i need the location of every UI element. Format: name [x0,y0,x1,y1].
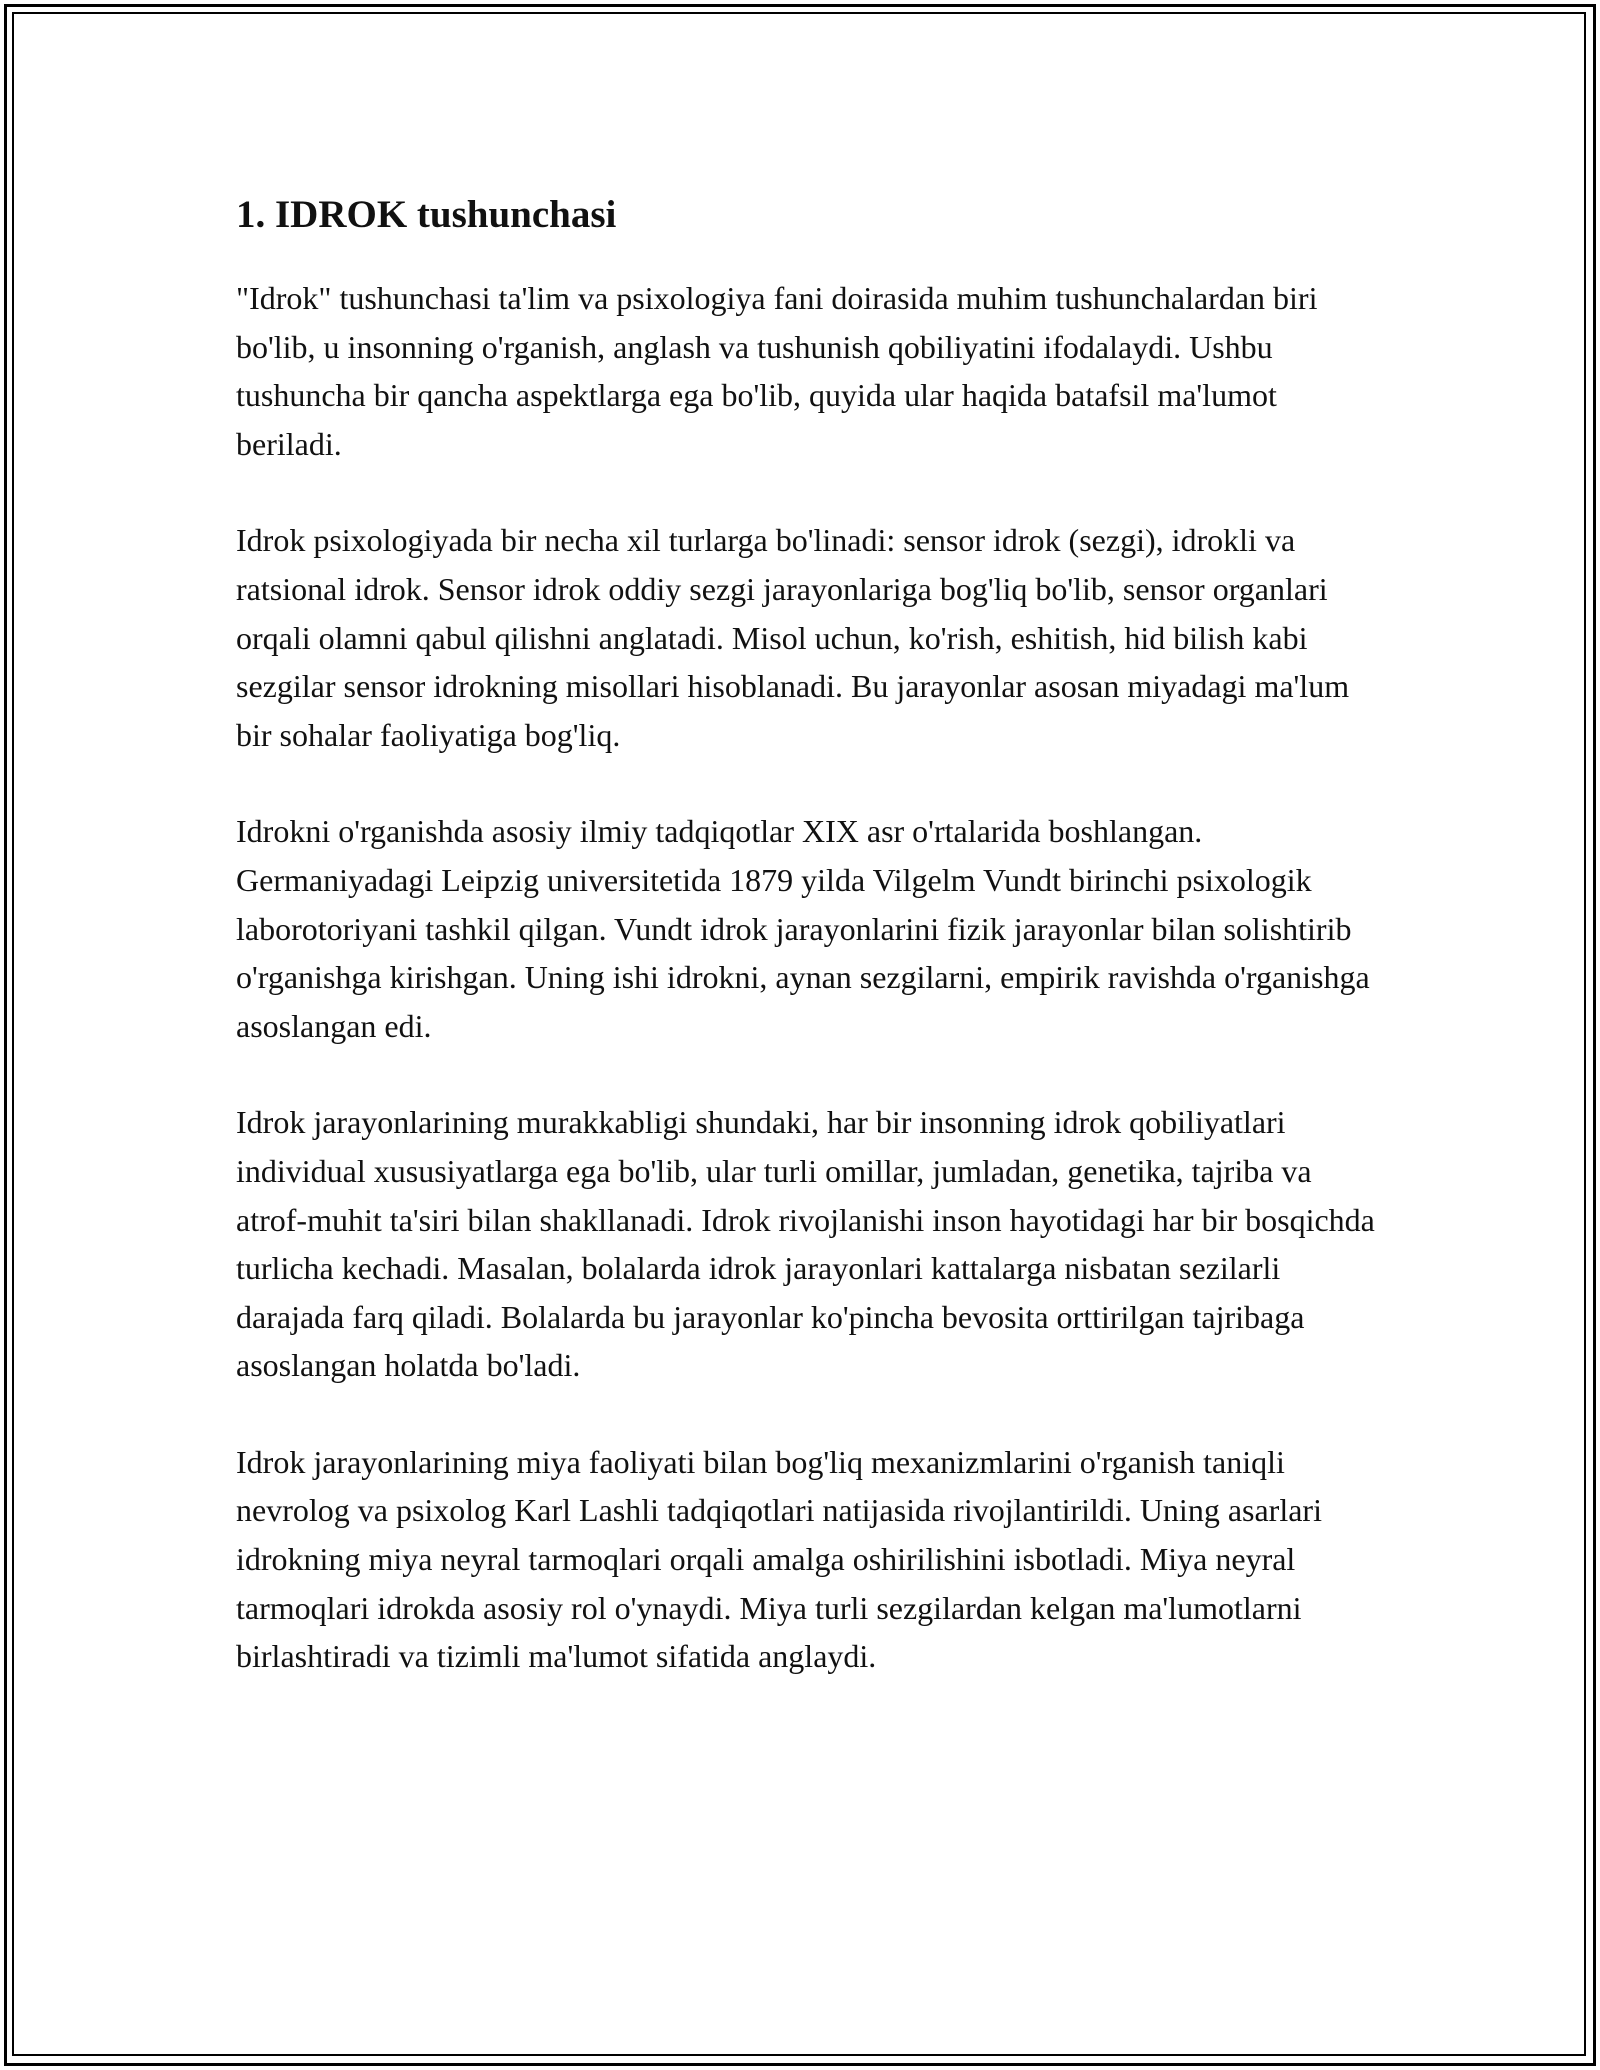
paragraph-1: "Idrok" tushunchasi ta'lim va psixologiya fani doirasida muhim tushunchalardan biri bo'lib, u insonning o'rganish, anglash va tushunish qobiliyatini ifodalaydi. Ushbu tushuncha bir qancha aspektlarga ega bo'lib, quyida ular haqida batafsil ma'lumot beriladi. [236,280,1318,462]
paragraph-5: Idrok jarayonlarining miya faoliyati bilan bog'liq mexanizmlarini o'rganish taniqli nevrolog va psixolog Karl Lashli tadqiqotlari natijasida rivojlantirildi. Uning asarlari idrokning miya neyral tarmoqlari orqali amalga oshirilishini isbotladi. Miya neyral tarmoqlari idrokda asosiy rol o'ynaydi. Miya turli sezgilardan kelgan ma'lumotlarni birlashtiradi va tizimli ma'lumot sifatida anglaydi. [236,1443,1322,1675]
document-title: 1. IDROK tushunchasi [236,193,617,236]
paragraph-2: Idrok psixologiyada bir necha xil turlarga bo'linadi: sensor idrok (sezgi), idrokli va ratsional idrok. Sensor idrok oddiy sezgi jarayonlariga bog'liq bo'lib, sensor organlari orqali olamni qabul qilishni anglatadi. Misol uchun, ko'rish, eshitish, hid bilish kabi sezgilar sensor idrokning misollari hisoblanadi. Bu jarayonlar asosan miyadagi ma'lum bir sohalar faoliyatiga bog'liq. [236,522,1350,753]
paragraph-4: Idrok jarayonlarining murakkabligi shundaki, har bir insonning idrok qobiliyatlari individual xususiyatlarga ega bo'lib, ular turli omillar, jumladan, genetika, tajriba va atrof-muhit ta'siri bilan shakllanadi. Idrok rivojlanishi inson hayotidagi har bir bosqichda turlicha kechadi. Masalan, bolalarda idrok jarayonlari kattalarga nisbatan sezilarli darajada farq qiladi. Bolalarda bu jarayonlar ko'pincha bevosita orttirilgan tajribaga asoslangan holatda bo'ladi. [236,1104,1375,1384]
document-body [236,184,1376,1729]
paragraph-3: Idrokni o'rganishda asosiy ilmiy tadqiqotlar XIX asr o'rtalarida boshlangan. Germaniyadagi Leipzig universitetida 1879 yilda Vilgelm Vundt birinchi psixologik laborotoriyani tashkil qilgan. Vundt idrok jarayonlarini fizik jarayonlar bilan solishtirib o'rganishga kirishgan. Uning ishi idrokni, aynan sezgilarni, empirik ravishda o'rganishga asoslangan edi. [236,813,1370,1044]
